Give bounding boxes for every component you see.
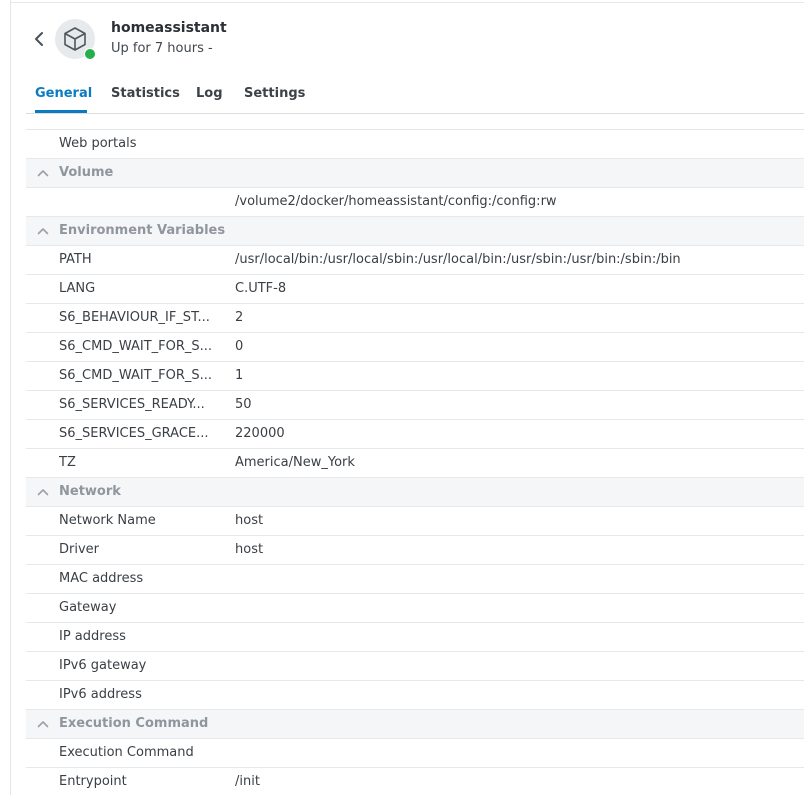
details-list <box>26 129 804 795</box>
row-key: TZ <box>59 455 76 470</box>
row-key: PATH <box>59 252 92 267</box>
row-value: /usr/local/bin:/usr/local/sbin:/usr/local/bin:/usr/sbin:/usr/bin:/sbin:/bin <box>235 252 681 267</box>
row-key: Driver <box>59 542 100 557</box>
list-item <box>26 623 804 652</box>
container-uptime: Up for 7 hours - <box>111 41 213 56</box>
row-key: Entrypoint <box>59 774 127 789</box>
list-item <box>26 275 804 304</box>
list-item <box>26 594 804 623</box>
row-key: IPv6 gateway <box>59 658 147 673</box>
list-item <box>26 507 804 536</box>
section-header-environment-variables[interactable] <box>26 217 804 246</box>
list-item <box>26 188 804 217</box>
tab-log[interactable]: Log <box>196 86 223 101</box>
row-value: 50 <box>235 397 252 412</box>
row-value: /volume2/docker/homeassistant/config:/config:rw <box>235 194 557 209</box>
row-value: America/New_York <box>235 455 355 470</box>
row-value: 2 <box>235 310 244 325</box>
row-key: Network Name <box>59 513 156 528</box>
row-value: 1 <box>235 368 244 383</box>
tab-bar <box>26 80 804 114</box>
list-item <box>26 391 804 420</box>
row-value: 0 <box>235 339 244 354</box>
tab-general[interactable]: General <box>35 86 93 101</box>
list-item <box>26 246 804 275</box>
list-item <box>26 536 804 565</box>
row-key: Execution Command <box>59 745 194 760</box>
chevron-left-icon <box>34 31 44 47</box>
row-key: IP address <box>59 629 126 644</box>
list-item <box>26 420 804 449</box>
section-title: Volume <box>59 165 114 180</box>
list-item <box>26 681 804 710</box>
row-key: S6_CMD_WAIT_FOR_S... <box>59 368 213 383</box>
tab-statistics[interactable]: Statistics <box>111 86 180 101</box>
row-key: IPv6 address <box>59 687 142 702</box>
row-key: S6_CMD_WAIT_FOR_S... <box>59 339 213 354</box>
section-title: Execution Command <box>59 716 209 731</box>
container-title: homeassistant <box>111 20 227 36</box>
row-value: host <box>235 513 264 528</box>
chevron-up-icon[interactable] <box>37 487 49 497</box>
back-button[interactable] <box>28 28 50 50</box>
container-cube-icon <box>62 26 88 52</box>
row-key: Web portals <box>59 136 137 151</box>
row-key: S6_BEHAVIOUR_IF_ST... <box>59 310 210 325</box>
section-title: Network <box>59 484 121 499</box>
row-key: LANG <box>59 281 96 296</box>
row-key: S6_SERVICES_GRACE... <box>59 426 209 441</box>
list-item <box>26 362 804 391</box>
row-value: 220000 <box>235 426 285 441</box>
row-value: C.UTF-8 <box>235 281 287 296</box>
list-item <box>26 565 804 594</box>
section-header-execution-command[interactable] <box>26 710 804 739</box>
tab-settings[interactable]: Settings <box>244 86 306 101</box>
list-item <box>26 130 804 159</box>
list-item <box>26 768 804 795</box>
chevron-up-icon[interactable] <box>37 719 49 729</box>
chevron-up-icon[interactable] <box>37 226 49 236</box>
top-divider <box>10 2 804 3</box>
list-item <box>26 739 804 768</box>
row-value: /init <box>235 774 260 789</box>
panel-divider <box>10 0 11 795</box>
list-item <box>26 333 804 362</box>
chevron-up-icon[interactable] <box>37 168 49 178</box>
section-header-network[interactable] <box>26 478 804 507</box>
row-value: host <box>235 542 264 557</box>
list-item <box>26 449 804 478</box>
row-key: MAC address <box>59 571 144 586</box>
section-header-volume[interactable] <box>26 159 804 188</box>
list-item <box>26 304 804 333</box>
list-item <box>26 652 804 681</box>
section-title: Environment Variables <box>59 223 226 238</box>
active-tab-indicator <box>35 110 87 113</box>
row-key: S6_SERVICES_READY... <box>59 397 205 412</box>
running-status-dot <box>84 48 96 60</box>
row-key: Gateway <box>59 600 117 615</box>
